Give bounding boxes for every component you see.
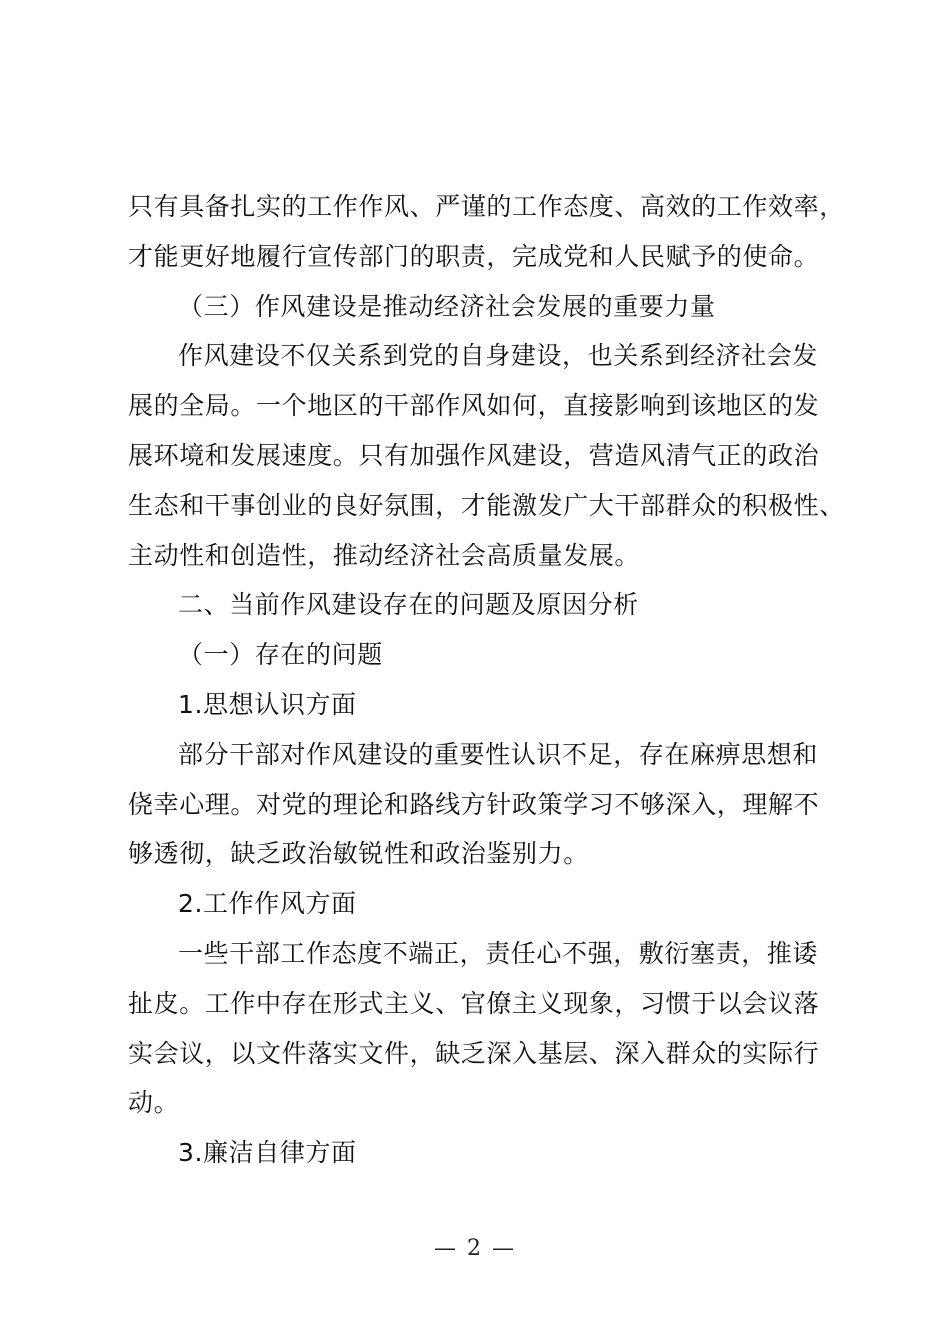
paragraph-line: 扯皮。工作中存在形式主义、官僚主义现象，习惯于以会议落: [128, 988, 820, 1018]
paragraph-line: 展的全局。一个地区的干部作风如何，直接影响到该地区的发: [128, 391, 820, 421]
paragraph-line: 只有具备扎实的工作作风、严谨的工作态度、高效的工作效率，: [128, 192, 845, 221]
paragraph-line: 侥幸心理。对党的理论和路线方针政策学习不够深入，理解不: [128, 789, 820, 819]
paragraph-line: 动。: [128, 1088, 180, 1118]
paragraph-line: 实会议，以文件落实文件，缺乏深入基层、深入群众的实际行: [128, 1038, 820, 1068]
chapter-heading: 二、当前作风建设存在的问题及原因分析: [178, 590, 639, 620]
paragraph-line: 够透彻，缺乏政治敏锐性和政治鉴别力。: [128, 839, 589, 869]
paragraph-line: 主动性和创造性，推动经济社会高质量发展。: [128, 540, 641, 570]
paragraph-line: 作风建设不仅关系到党的自身建设，也关系到经济社会发: [178, 341, 819, 371]
item-heading: 3.廉洁自律方面: [178, 1138, 357, 1168]
page-number: — 2 —: [434, 1236, 516, 1261]
paragraph-line: 展环境和发展速度。只有加强作风建设，营造风清气正的政治: [128, 440, 820, 470]
item-heading: 2.工作作风方面: [178, 889, 357, 919]
paragraph-line: 一些干部工作态度不端正，责任心不强，敷衍塞责，推诿: [178, 938, 819, 968]
paragraph-line: 才能更好地履行宣传部门的职责，完成党和人民赋予的使命。: [128, 241, 820, 271]
section-heading: （三）作风建设是推动经济社会发展的重要力量: [178, 291, 716, 321]
body-text: [128, 182, 850, 1178]
paragraph-line: 部分干部对作风建设的重要性认识不足，存在麻痹思想和: [178, 739, 819, 769]
section-heading: （一）存在的问题: [178, 640, 383, 670]
item-heading: 1.思想认识方面: [178, 689, 357, 719]
paragraph-line: 生态和干事创业的良好氛围，才能激发广大干部群众的积极性、: [128, 490, 845, 520]
